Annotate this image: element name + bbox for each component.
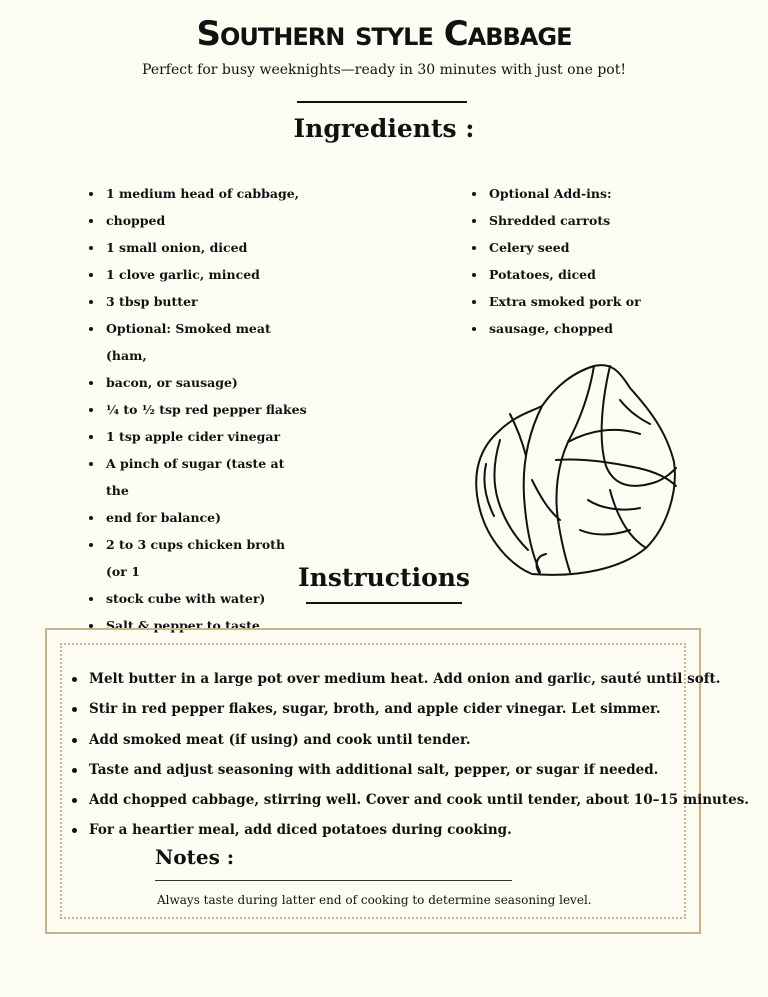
ingredient-item: 1 tsp apple cider vinegar [89, 423, 309, 450]
instruction-step: Add smoked meat (if using) and cook until tender. [72, 725, 749, 755]
ingredient-item: A pinch of sugar (taste at the [89, 450, 309, 504]
ingredient-item: end for balance) [89, 504, 309, 531]
addin-item: sausage, chopped [472, 315, 672, 342]
ingredient-item: 2 to 3 cups chicken broth (or 1 [89, 531, 309, 585]
instruction-step: Taste and adjust seasoning with additional salt, pepper, or sugar if needed. [72, 755, 749, 785]
recipe-title: Southern style Cabbage [196, 14, 572, 54]
addin-item: Extra smoked pork or [472, 288, 672, 315]
instructions-divider [306, 602, 462, 604]
instruction-step: For a heartier meal, add diced potatoes during cooking. [72, 815, 749, 845]
ingredient-item: Optional: Smoked meat (ham, [89, 315, 309, 369]
ingredient-item: 3 tbsp butter [89, 288, 309, 315]
addin-item: Celery seed [472, 234, 672, 261]
instructions-list [72, 664, 749, 846]
notes-divider [155, 880, 512, 881]
notes-text: Always taste during latter end of cooking to determine seasoning level. [157, 893, 592, 907]
ingredient-item: chopped [89, 207, 309, 234]
addin-item: Potatoes, diced [472, 261, 672, 288]
ingredient-item: stock cube with water) [89, 585, 309, 612]
ingredient-item: ¼ to ½ tsp red pepper flakes [89, 396, 309, 423]
instruction-step: Melt butter in a large pot over medium heat. Add onion and garlic, sauté until soft. [72, 664, 749, 694]
ingredient-item: 1 clove garlic, minced [89, 261, 309, 288]
ingredient-item: Salt & pepper to taste [89, 612, 309, 639]
notes-heading: Notes : [155, 845, 235, 869]
ingredient-item: bacon, or sausage) [89, 369, 309, 396]
title-divider [297, 101, 467, 103]
instruction-step: Stir in red pepper flakes, sugar, broth, and apple cider vinegar. Let simmer. [72, 694, 749, 724]
addin-item: Shredded carrots [472, 207, 672, 234]
ingredient-item: 1 medium head of cabbage, [89, 180, 309, 207]
cabbage-illustration [470, 360, 680, 582]
instructions-heading: Instructions [297, 563, 471, 592]
ingredients-heading: Ingredients : [293, 114, 475, 143]
ingredients-list-right [472, 180, 672, 342]
recipe-subtitle: Perfect for busy weeknights—ready in 30 minutes with just one pot! [142, 62, 626, 78]
instruction-step: Add chopped cabbage, stirring well. Cover and cook until tender, about 10–15 minutes. [72, 785, 749, 815]
addin-item: Optional Add-ins: [472, 180, 672, 207]
ingredient-item: 1 small onion, diced [89, 234, 309, 261]
